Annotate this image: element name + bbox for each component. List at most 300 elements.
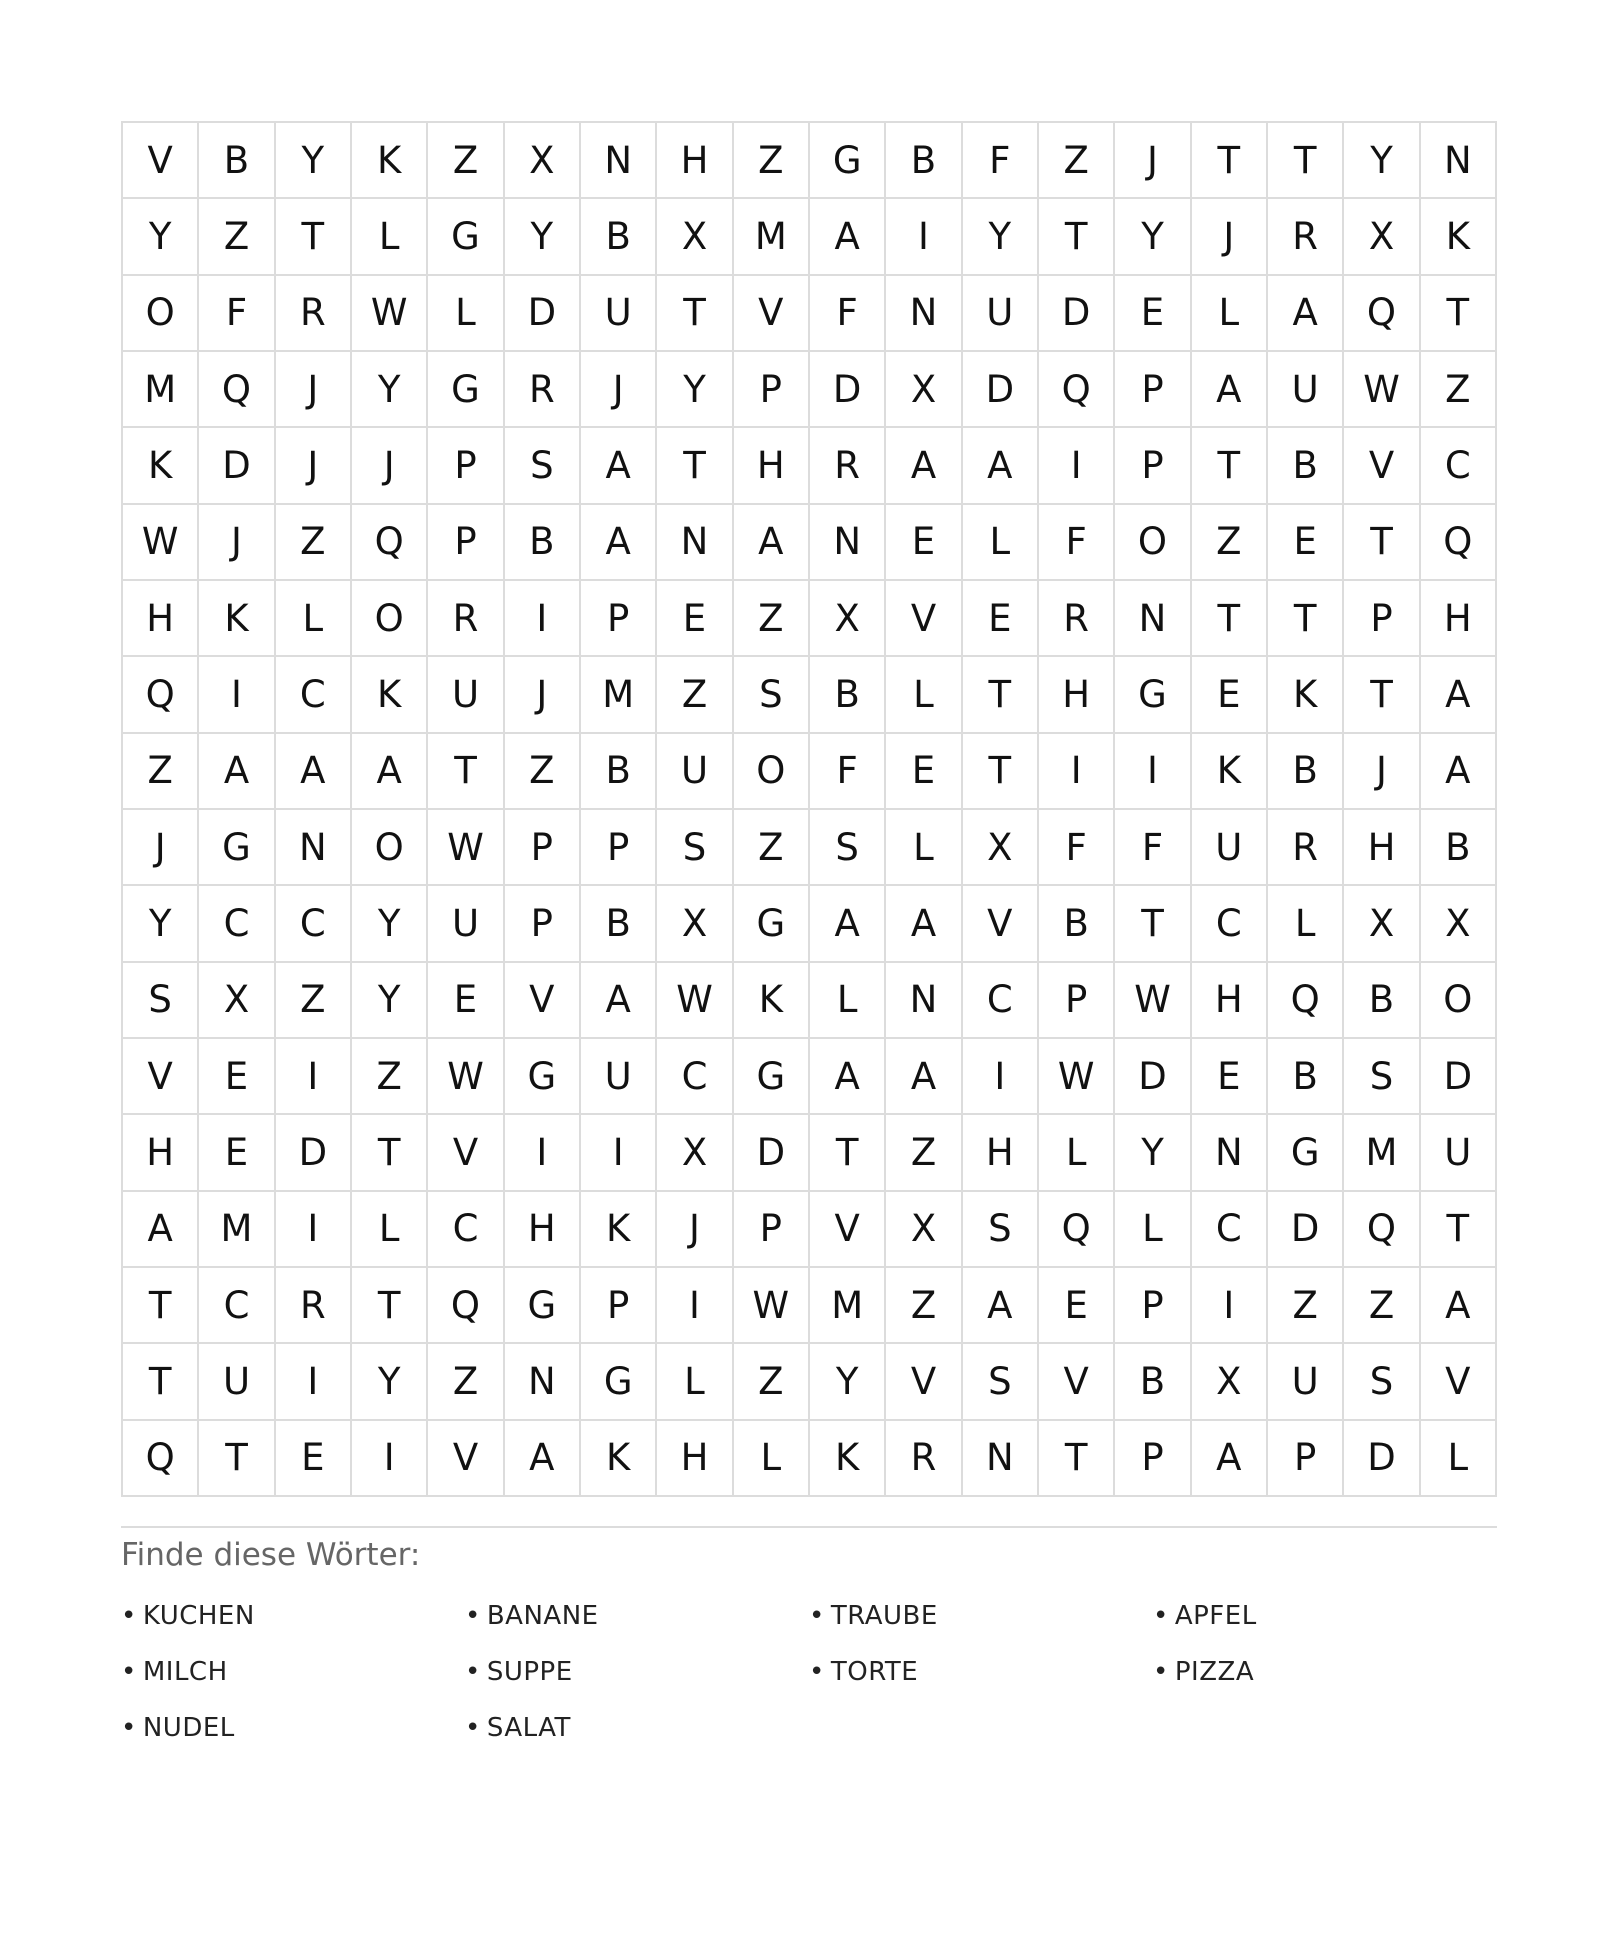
grid-cell[interactable]: G [1268,1115,1344,1191]
grid-cell[interactable]: A [963,428,1039,504]
grid-cell[interactable]: B [581,734,657,810]
grid-cell[interactable]: H [657,123,733,199]
grid-cell[interactable]: C [1192,886,1268,962]
grid-cell[interactable]: B [886,123,962,199]
grid-cell[interactable]: C [963,963,1039,1039]
grid-cell[interactable]: V [505,963,581,1039]
grid-cell[interactable]: T [1421,1192,1497,1268]
grid-cell[interactable]: X [1344,886,1420,962]
grid-cell[interactable]: R [1039,581,1115,657]
grid-cell[interactable]: C [276,657,352,733]
grid-cell[interactable]: R [276,276,352,352]
grid-cell[interactable]: T [1268,581,1344,657]
grid-cell[interactable]: L [1115,1192,1191,1268]
grid-cell[interactable]: G [428,352,504,428]
grid-cell[interactable]: X [810,581,886,657]
grid-cell[interactable]: V [734,276,810,352]
grid-cell[interactable]: A [886,428,962,504]
grid-cell[interactable]: L [1421,1421,1497,1497]
grid-cell[interactable]: H [1039,657,1115,733]
grid-cell[interactable]: K [352,657,428,733]
grid-cell[interactable]: P [1344,581,1420,657]
grid-cell[interactable]: T [428,734,504,810]
grid-cell[interactable]: L [657,1344,733,1420]
grid-cell[interactable]: A [505,1421,581,1497]
grid-cell[interactable]: W [657,963,733,1039]
grid-cell[interactable]: F [1039,810,1115,886]
grid-cell[interactable]: Q [199,352,275,428]
grid-cell[interactable]: E [1268,505,1344,581]
grid-cell[interactable]: A [1192,1421,1268,1497]
grid-cell[interactable]: L [352,199,428,275]
grid-cell[interactable]: Q [1268,963,1344,1039]
grid-cell[interactable]: H [123,1115,199,1191]
grid-cell[interactable]: T [1344,657,1420,733]
grid-cell[interactable]: I [505,1115,581,1191]
grid-cell[interactable]: L [1268,886,1344,962]
grid-cell[interactable]: E [963,581,1039,657]
grid-cell[interactable]: P [1115,352,1191,428]
grid-cell[interactable]: S [1344,1039,1420,1115]
grid-cell[interactable]: U [199,1344,275,1420]
grid-cell[interactable]: G [581,1344,657,1420]
grid-cell[interactable]: Z [428,1344,504,1420]
grid-cell[interactable]: F [963,123,1039,199]
grid-cell[interactable]: U [963,276,1039,352]
grid-cell[interactable]: T [963,657,1039,733]
grid-cell[interactable]: X [1421,886,1497,962]
grid-cell[interactable]: F [810,734,886,810]
grid-cell[interactable]: G [505,1268,581,1344]
grid-cell[interactable]: D [1039,276,1115,352]
grid-cell[interactable]: U [657,734,733,810]
grid-cell[interactable]: T [1115,886,1191,962]
grid-cell[interactable]: T [1192,581,1268,657]
grid-cell[interactable]: P [581,810,657,886]
grid-cell[interactable]: T [810,1115,886,1191]
grid-cell[interactable]: A [810,1039,886,1115]
grid-cell[interactable]: J [199,505,275,581]
grid-cell[interactable]: L [810,963,886,1039]
grid-cell[interactable]: E [657,581,733,657]
grid-cell[interactable]: A [199,734,275,810]
grid-cell[interactable]: P [1115,1268,1191,1344]
grid-cell[interactable]: R [1268,810,1344,886]
grid-cell[interactable]: K [1268,657,1344,733]
grid-cell[interactable]: Z [734,581,810,657]
grid-cell[interactable]: T [657,428,733,504]
grid-cell[interactable]: R [428,581,504,657]
grid-cell[interactable]: N [1421,123,1497,199]
grid-cell[interactable]: W [1344,352,1420,428]
grid-cell[interactable]: K [734,963,810,1039]
grid-cell[interactable]: K [581,1421,657,1497]
grid-cell[interactable]: L [1192,276,1268,352]
grid-cell[interactable]: U [581,1039,657,1115]
grid-cell[interactable]: I [581,1115,657,1191]
grid-cell[interactable]: E [886,734,962,810]
grid-cell[interactable]: B [1268,1039,1344,1115]
grid-cell[interactable]: X [886,352,962,428]
grid-cell[interactable]: S [1344,1344,1420,1420]
grid-cell[interactable]: V [963,886,1039,962]
grid-cell[interactable]: Y [505,199,581,275]
grid-cell[interactable]: T [276,199,352,275]
grid-cell[interactable]: H [1421,581,1497,657]
grid-cell[interactable]: T [1268,123,1344,199]
grid-cell[interactable]: T [1344,505,1420,581]
grid-cell[interactable]: D [963,352,1039,428]
grid-cell[interactable]: E [1039,1268,1115,1344]
grid-cell[interactable]: Q [123,1421,199,1497]
grid-cell[interactable]: E [276,1421,352,1497]
grid-cell[interactable]: P [734,352,810,428]
grid-cell[interactable]: T [1192,123,1268,199]
grid-cell[interactable]: I [1039,428,1115,504]
grid-cell[interactable]: U [1192,810,1268,886]
grid-cell[interactable]: Z [428,123,504,199]
grid-cell[interactable]: G [810,123,886,199]
grid-cell[interactable]: W [123,505,199,581]
grid-cell[interactable]: G [199,810,275,886]
grid-cell[interactable]: P [505,810,581,886]
grid-cell[interactable]: V [428,1421,504,1497]
grid-cell[interactable]: G [505,1039,581,1115]
grid-cell[interactable]: Y [1115,199,1191,275]
grid-cell[interactable]: A [810,199,886,275]
grid-cell[interactable]: Y [1115,1115,1191,1191]
grid-cell[interactable]: P [581,1268,657,1344]
grid-cell[interactable]: D [276,1115,352,1191]
grid-cell[interactable]: I [352,1421,428,1497]
grid-cell[interactable]: Y [963,199,1039,275]
grid-cell[interactable]: E [1192,657,1268,733]
grid-cell[interactable]: Z [123,734,199,810]
grid-cell[interactable]: C [199,1268,275,1344]
grid-cell[interactable]: T [963,734,1039,810]
grid-cell[interactable]: W [352,276,428,352]
grid-cell[interactable]: A [886,1039,962,1115]
grid-cell[interactable]: G [734,886,810,962]
grid-cell[interactable]: V [810,1192,886,1268]
grid-cell[interactable]: C [1421,428,1497,504]
grid-cell[interactable]: A [810,886,886,962]
grid-cell[interactable]: J [1192,199,1268,275]
grid-cell[interactable]: K [810,1421,886,1497]
grid-cell[interactable]: F [1115,810,1191,886]
grid-cell[interactable]: Y [123,199,199,275]
grid-cell[interactable]: S [963,1192,1039,1268]
grid-cell[interactable]: P [734,1192,810,1268]
grid-cell[interactable]: M [1344,1115,1420,1191]
grid-cell[interactable]: U [1268,1344,1344,1420]
grid-cell[interactable]: Q [1039,352,1115,428]
grid-cell[interactable]: F [1039,505,1115,581]
grid-cell[interactable]: S [505,428,581,504]
grid-cell[interactable]: B [1344,963,1420,1039]
grid-cell[interactable]: U [428,886,504,962]
grid-cell[interactable]: Q [352,505,428,581]
grid-cell[interactable]: I [505,581,581,657]
grid-cell[interactable]: T [352,1268,428,1344]
grid-cell[interactable]: O [352,581,428,657]
grid-cell[interactable]: K [352,123,428,199]
grid-cell[interactable]: C [657,1039,733,1115]
grid-cell[interactable]: E [1192,1039,1268,1115]
grid-cell[interactable]: X [657,1115,733,1191]
grid-cell[interactable]: E [886,505,962,581]
grid-cell[interactable]: M [734,199,810,275]
grid-cell[interactable]: A [734,505,810,581]
grid-cell[interactable]: C [276,886,352,962]
grid-cell[interactable]: A [1268,276,1344,352]
grid-cell[interactable]: V [886,1344,962,1420]
grid-cell[interactable]: O [1115,505,1191,581]
grid-cell[interactable]: N [505,1344,581,1420]
grid-cell[interactable]: X [199,963,275,1039]
grid-cell[interactable]: A [123,1192,199,1268]
grid-cell[interactable]: P [581,581,657,657]
grid-cell[interactable]: K [581,1192,657,1268]
grid-cell[interactable]: Y [123,886,199,962]
grid-cell[interactable]: T [352,1115,428,1191]
grid-cell[interactable]: A [352,734,428,810]
grid-cell[interactable]: P [505,886,581,962]
grid-cell[interactable]: F [810,276,886,352]
grid-cell[interactable]: V [428,1115,504,1191]
grid-cell[interactable]: A [1421,734,1497,810]
grid-cell[interactable]: V [1039,1344,1115,1420]
grid-cell[interactable]: A [1421,657,1497,733]
grid-cell[interactable]: L [428,276,504,352]
grid-cell[interactable]: S [734,657,810,733]
grid-cell[interactable]: A [581,428,657,504]
grid-cell[interactable]: A [1192,352,1268,428]
grid-cell[interactable]: N [657,505,733,581]
grid-cell[interactable]: P [1115,428,1191,504]
grid-cell[interactable]: B [1039,886,1115,962]
grid-cell[interactable]: I [1039,734,1115,810]
grid-cell[interactable]: M [581,657,657,733]
grid-cell[interactable]: S [963,1344,1039,1420]
grid-cell[interactable]: R [1268,199,1344,275]
grid-cell[interactable]: O [123,276,199,352]
grid-cell[interactable]: J [352,428,428,504]
grid-cell[interactable]: Y [352,1344,428,1420]
grid-cell[interactable]: T [657,276,733,352]
grid-cell[interactable]: L [276,581,352,657]
grid-cell[interactable]: V [1344,428,1420,504]
grid-cell[interactable]: T [1039,199,1115,275]
grid-cell[interactable]: M [810,1268,886,1344]
grid-cell[interactable]: U [1421,1115,1497,1191]
grid-cell[interactable]: Q [123,657,199,733]
grid-cell[interactable]: S [810,810,886,886]
grid-cell[interactable]: Z [1344,1268,1420,1344]
grid-cell[interactable]: L [963,505,1039,581]
grid-cell[interactable]: X [505,123,581,199]
grid-cell[interactable]: D [1421,1039,1497,1115]
grid-cell[interactable]: E [199,1115,275,1191]
grid-cell[interactable]: J [123,810,199,886]
grid-cell[interactable]: W [734,1268,810,1344]
grid-cell[interactable]: O [352,810,428,886]
grid-cell[interactable]: X [657,886,733,962]
grid-cell[interactable]: Z [886,1268,962,1344]
grid-cell[interactable]: V [123,123,199,199]
grid-cell[interactable]: S [123,963,199,1039]
grid-cell[interactable]: P [1268,1421,1344,1497]
grid-cell[interactable]: I [1115,734,1191,810]
grid-cell[interactable]: R [810,428,886,504]
grid-cell[interactable]: L [1039,1115,1115,1191]
grid-cell[interactable]: K [123,428,199,504]
grid-cell[interactable]: N [1115,581,1191,657]
grid-cell[interactable]: B [1268,734,1344,810]
grid-cell[interactable]: M [199,1192,275,1268]
grid-cell[interactable]: D [199,428,275,504]
grid-cell[interactable]: A [1421,1268,1497,1344]
grid-cell[interactable]: G [734,1039,810,1115]
grid-cell[interactable]: N [886,276,962,352]
grid-cell[interactable]: N [276,810,352,886]
grid-cell[interactable]: R [886,1421,962,1497]
grid-cell[interactable]: P [428,505,504,581]
grid-cell[interactable]: R [276,1268,352,1344]
grid-cell[interactable]: X [963,810,1039,886]
grid-cell[interactable]: Y [352,352,428,428]
grid-cell[interactable]: O [734,734,810,810]
grid-cell[interactable]: T [123,1268,199,1344]
grid-cell[interactable]: Y [276,123,352,199]
grid-cell[interactable]: I [276,1192,352,1268]
grid-cell[interactable]: V [1421,1344,1497,1420]
grid-cell[interactable]: Z [1268,1268,1344,1344]
grid-cell[interactable]: T [1192,428,1268,504]
grid-cell[interactable]: E [199,1039,275,1115]
grid-cell[interactable]: T [123,1344,199,1420]
grid-cell[interactable]: A [886,886,962,962]
grid-cell[interactable]: M [123,352,199,428]
grid-cell[interactable]: I [276,1039,352,1115]
grid-cell[interactable]: B [810,657,886,733]
grid-cell[interactable]: L [734,1421,810,1497]
grid-cell[interactable]: J [505,657,581,733]
grid-cell[interactable]: I [886,199,962,275]
grid-cell[interactable]: H [963,1115,1039,1191]
grid-cell[interactable]: A [581,505,657,581]
grid-cell[interactable]: K [199,581,275,657]
grid-cell[interactable]: Q [1039,1192,1115,1268]
grid-cell[interactable]: J [581,352,657,428]
grid-cell[interactable]: F [199,276,275,352]
grid-cell[interactable]: D [1268,1192,1344,1268]
grid-cell[interactable]: Q [1344,1192,1420,1268]
grid-cell[interactable]: O [1421,963,1497,1039]
grid-cell[interactable]: Z [1421,352,1497,428]
grid-cell[interactable]: I [963,1039,1039,1115]
grid-cell[interactable]: N [963,1421,1039,1497]
grid-cell[interactable]: H [1344,810,1420,886]
grid-cell[interactable]: Y [352,886,428,962]
grid-cell[interactable]: Z [505,734,581,810]
grid-cell[interactable]: H [734,428,810,504]
grid-cell[interactable]: T [1039,1421,1115,1497]
grid-cell[interactable]: H [505,1192,581,1268]
grid-cell[interactable]: H [123,581,199,657]
grid-cell[interactable]: X [886,1192,962,1268]
grid-cell[interactable]: S [657,810,733,886]
grid-cell[interactable]: U [1268,352,1344,428]
grid-cell[interactable]: U [581,276,657,352]
grid-cell[interactable]: Z [734,810,810,886]
grid-cell[interactable]: Z [734,123,810,199]
grid-cell[interactable]: P [428,428,504,504]
grid-cell[interactable]: I [1192,1268,1268,1344]
grid-cell[interactable]: A [276,734,352,810]
grid-cell[interactable]: N [810,505,886,581]
grid-cell[interactable]: T [1421,276,1497,352]
grid-cell[interactable]: I [199,657,275,733]
grid-cell[interactable]: Y [657,352,733,428]
grid-cell[interactable]: D [810,352,886,428]
grid-cell[interactable]: Z [352,1039,428,1115]
grid-cell[interactable]: X [1344,199,1420,275]
grid-cell[interactable]: E [1115,276,1191,352]
grid-cell[interactable]: Y [810,1344,886,1420]
grid-cell[interactable]: L [886,810,962,886]
grid-cell[interactable]: W [1115,963,1191,1039]
grid-cell[interactable]: Z [886,1115,962,1191]
grid-cell[interactable]: L [352,1192,428,1268]
grid-cell[interactable]: I [276,1344,352,1420]
grid-cell[interactable]: A [963,1268,1039,1344]
grid-cell[interactable]: J [1115,123,1191,199]
grid-cell[interactable]: B [199,123,275,199]
grid-cell[interactable]: Q [428,1268,504,1344]
grid-cell[interactable]: H [1192,963,1268,1039]
grid-cell[interactable]: B [1421,810,1497,886]
grid-cell[interactable]: I [657,1268,733,1344]
grid-cell[interactable]: J [1344,734,1420,810]
grid-cell[interactable]: Q [1421,505,1497,581]
grid-cell[interactable]: W [428,1039,504,1115]
grid-cell[interactable]: Z [276,505,352,581]
grid-cell[interactable]: K [1421,199,1497,275]
grid-cell[interactable]: J [276,428,352,504]
grid-cell[interactable]: P [1115,1421,1191,1497]
grid-cell[interactable]: X [1192,1344,1268,1420]
grid-cell[interactable]: J [276,352,352,428]
grid-cell[interactable]: Z [1039,123,1115,199]
grid-cell[interactable]: B [581,886,657,962]
grid-cell[interactable]: C [1192,1192,1268,1268]
grid-cell[interactable]: E [428,963,504,1039]
grid-cell[interactable]: N [886,963,962,1039]
grid-cell[interactable]: P [1039,963,1115,1039]
grid-cell[interactable]: B [1268,428,1344,504]
grid-cell[interactable]: H [657,1421,733,1497]
grid-cell[interactable]: B [581,199,657,275]
grid-cell[interactable]: D [1344,1421,1420,1497]
grid-cell[interactable]: Z [657,657,733,733]
grid-cell[interactable]: N [581,123,657,199]
grid-cell[interactable]: N [1192,1115,1268,1191]
grid-cell[interactable]: V [886,581,962,657]
grid-cell[interactable]: D [505,276,581,352]
grid-cell[interactable]: W [1039,1039,1115,1115]
grid-cell[interactable]: Y [1344,123,1420,199]
